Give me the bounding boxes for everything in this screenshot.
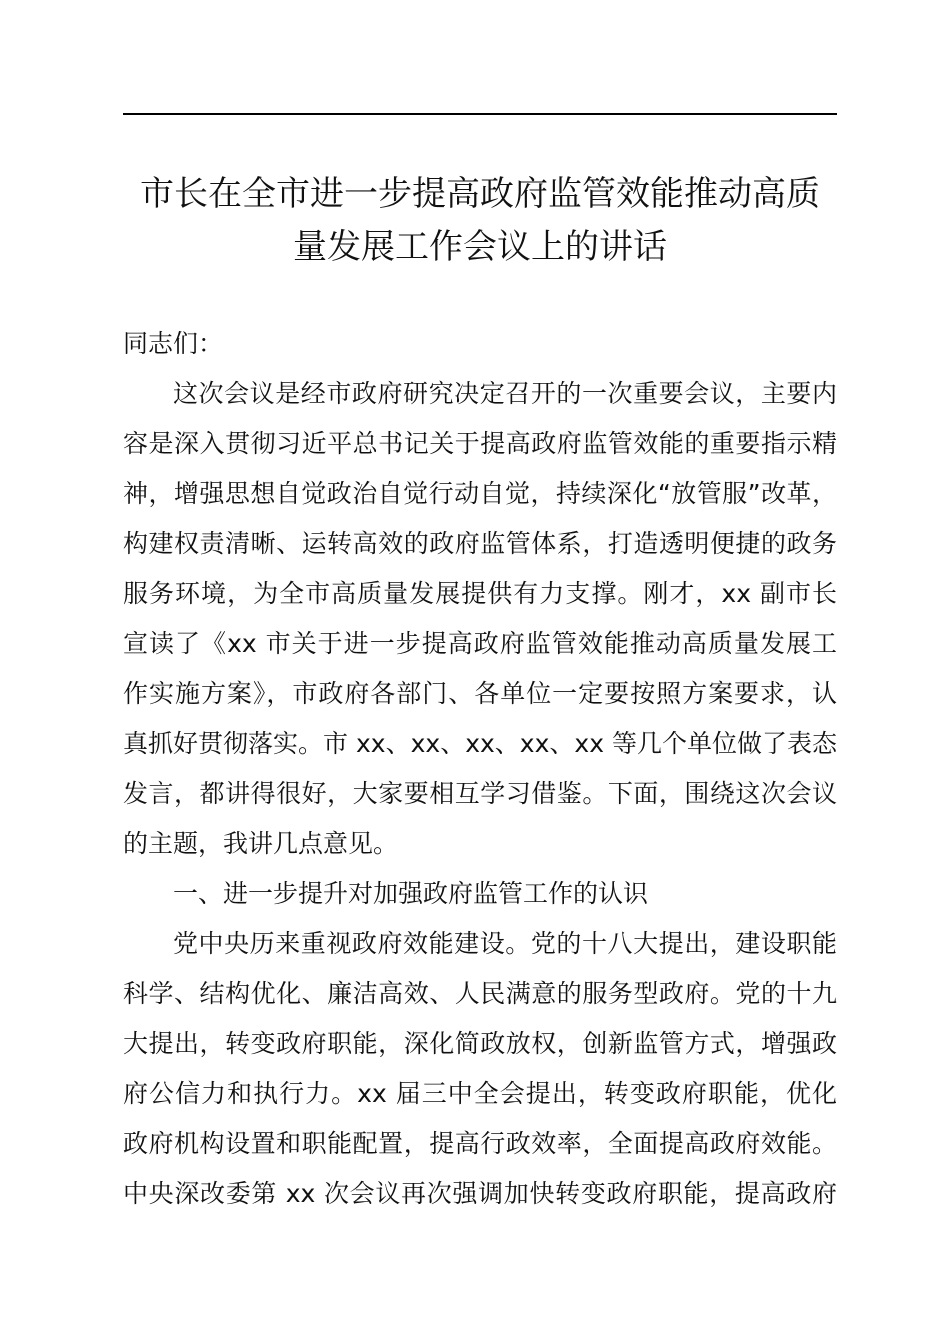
paragraph-line: 府公信力和执行力。xx 届三中全会提出，转变政府职能，优化 — [123, 1079, 837, 1108]
section-heading: 一、进一步提升对加强政府监管工作的认识 — [173, 879, 649, 908]
paragraph-line: 真抓好贯彻落实。市 xx、xx、xx、xx、xx 等几个单位做了表态 — [123, 729, 837, 758]
paragraph-line: 大提出，转变政府职能，深化简政放权，创新监管方式，增强政 — [123, 1029, 837, 1058]
paragraph-2 — [123, 919, 837, 1219]
paragraph-1 — [123, 369, 837, 869]
paragraph-line: 党中央历来重视政府效能建设。党的十八大提出，建设职能 — [173, 929, 837, 958]
salutation: 同志们： — [123, 329, 224, 358]
paragraph-line: 的主题，我讲几点意见。 — [123, 829, 399, 858]
title-line-1: 市长在全市进一步提高政府监管效能推动高质 — [140, 174, 820, 214]
top-rule-divider — [123, 113, 837, 115]
document-title — [100, 168, 860, 274]
paragraph-line: 发言，都讲得很好，大家要相互学习借鉴。下面，围绕这次会议 — [123, 779, 837, 808]
paragraph-line: 宣读了《xx 市关于进一步提高政府监管效能推动高质量发展工 — [123, 629, 837, 658]
title-line-2: 量发展工作会议上的讲话 — [293, 227, 667, 267]
paragraph-line: 这次会议是经市政府研究决定召开的一次重要会议，主要内 — [173, 379, 837, 408]
document-body — [123, 319, 837, 1219]
paragraph-line: 神，增强思想自觉政治自觉行动自觉，持续深化“放管服”改革， — [123, 479, 837, 508]
paragraph-line: 服务环境，为全市高质量发展提供有力支撑。刚才，xx 副市长 — [123, 579, 837, 608]
paragraph-line: 中央深改委第 xx 次会议再次强调加快转变政府职能，提高政府 — [123, 1179, 837, 1208]
paragraph-line: 作实施方案》，市政府各部门、各单位一定要按照方案要求，认 — [123, 679, 837, 708]
paragraph-line: 容是深入贯彻习近平总书记关于提高政府监管效能的重要指示精 — [123, 429, 837, 458]
paragraph-line: 科学、结构优化、廉洁高效、人民满意的服务型政府。党的十九 — [123, 979, 837, 1008]
paragraph-line: 政府机构设置和职能配置，提高行政效率，全面提高政府效能。 — [123, 1129, 837, 1158]
paragraph-line: 构建权责清晰、运转高效的政府监管体系，打造透明便捷的政务 — [123, 529, 837, 558]
